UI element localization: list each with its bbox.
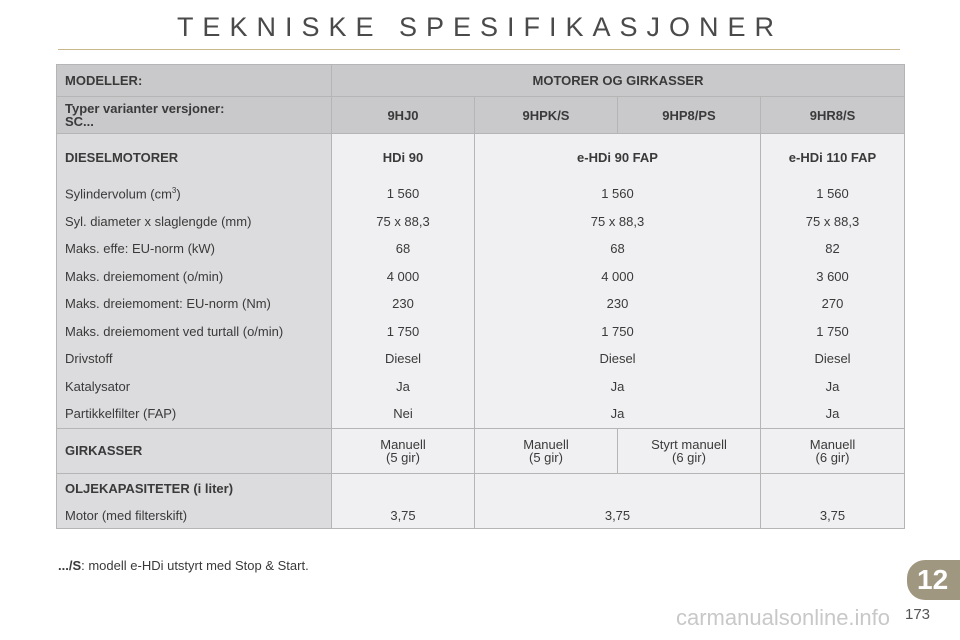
engine-cell: e-HDi 90 FAP <box>475 134 761 181</box>
row-value: Ja <box>761 400 905 428</box>
row-label: Maks. dreiemoment: EU-norm (Nm) <box>57 290 332 318</box>
gearbox-label: GIRKASSER <box>57 428 332 473</box>
gearbox-gears: (5 gir) <box>529 449 563 465</box>
table-row <box>57 345 905 373</box>
table-row <box>57 180 905 208</box>
row-value: Ja <box>332 373 475 401</box>
table-row <box>57 235 905 263</box>
row-value: Diesel <box>761 345 905 373</box>
row-value: Diesel <box>475 345 761 373</box>
row-value: 1 560 <box>761 180 905 208</box>
row-value: 68 <box>332 235 475 263</box>
diesel-engines-row <box>57 134 905 181</box>
types-label <box>57 97 332 134</box>
title-divider <box>58 49 900 50</box>
row-value: 68 <box>475 235 761 263</box>
oil-engine-label: Motor (med filterskift) <box>57 504 332 529</box>
chapter-badge: 12 <box>907 560 960 600</box>
gearbox-type: Manuell <box>809 436 856 452</box>
page-title: TEKNISKE SPESIFIKASJONER <box>176 12 784 42</box>
row-value: 1 560 <box>332 180 475 208</box>
row-value: Diesel <box>332 345 475 373</box>
row-value: 82 <box>761 235 905 263</box>
oil-value: 3,75 <box>475 504 761 529</box>
footnote-text: : modell e-HDi utstyrt med Stop & Start. <box>81 558 309 573</box>
row-value: 1 750 <box>761 318 905 346</box>
row-label: Syl. diameter x slaglengde (mm) <box>57 208 332 236</box>
footnote <box>58 558 309 573</box>
row-value: Nei <box>332 400 475 428</box>
row-value: 270 <box>761 290 905 318</box>
row-value: 1 750 <box>475 318 761 346</box>
empty-cell <box>475 473 761 504</box>
row-label: Maks. effe: EU-norm (kW) <box>57 235 332 263</box>
empty-cell <box>332 473 475 504</box>
row-value: 75 x 88,3 <box>332 208 475 236</box>
diesel-label: DIESELMOTORER <box>57 134 332 181</box>
row-value: 1 750 <box>332 318 475 346</box>
oil-value: 3,75 <box>761 504 905 529</box>
table-row <box>57 263 905 291</box>
gearbox-type: Manuell <box>523 436 569 452</box>
row-value: 230 <box>332 290 475 318</box>
watermark: carmanualsonline.info <box>676 605 891 630</box>
types-label-line2: SC... <box>65 114 94 129</box>
row-label: Partikkelfilter (FAP) <box>57 400 332 428</box>
engines-gearbox-header: MOTORER OG GIRKASSER <box>332 65 905 97</box>
gearbox-gears: (5 gir) <box>386 449 420 465</box>
variant-cell: 9HP8/PS <box>618 97 761 134</box>
oil-value: 3,75 <box>332 504 475 529</box>
empty-cell <box>761 473 905 504</box>
gearbox-cell <box>332 428 475 473</box>
engine-cell: HDi 90 <box>332 134 475 181</box>
row-label: Drivstoff <box>57 345 332 373</box>
row-value: 1 560 <box>475 180 761 208</box>
variant-cell: 9HR8/S <box>761 97 905 134</box>
gearbox-type: Manuell <box>380 436 426 452</box>
row-value: 75 x 88,3 <box>475 208 761 236</box>
table-row <box>57 318 905 346</box>
row-value: Ja <box>761 373 905 401</box>
variant-cell: 9HPK/S <box>475 97 618 134</box>
row-value: 3 600 <box>761 263 905 291</box>
row-label: Sylindervolum $(cm^3)$ <box>57 180 332 208</box>
gearbox-cell <box>618 428 761 473</box>
variant-cell: 9HJ0 <box>332 97 475 134</box>
types-label-line1: Typer varianter versjoner: <box>65 101 225 116</box>
row-value: Ja <box>475 400 761 428</box>
spec-table <box>56 64 905 529</box>
table-row <box>57 208 905 236</box>
table-row <box>57 373 905 401</box>
gearbox-cell <box>475 428 618 473</box>
gearbox-gears: (6 gir) <box>815 449 850 465</box>
gearbox-gears: (6 gir) <box>672 449 706 465</box>
row-value: 4 000 <box>332 263 475 291</box>
types-row <box>57 97 905 134</box>
table-row <box>57 290 905 318</box>
table-row <box>57 400 905 428</box>
row-value: 75 x 88,3 <box>761 208 905 236</box>
row-value: 230 <box>475 290 761 318</box>
oil-values-row <box>57 504 905 529</box>
footnote-key: .../S <box>58 558 82 573</box>
models-label: MODELLER: <box>57 65 332 97</box>
row-value: 4 000 <box>475 263 761 291</box>
row-label: Maks. dreiemoment (o/min) <box>57 263 332 291</box>
gearbox-cell <box>761 428 905 473</box>
engine-cell: e-HDi 110 FAP <box>761 134 905 181</box>
oil-label: OLJEKAPASITETER (i liter) <box>57 473 332 504</box>
row-label: Maks. dreiemoment ved turtall (o/min) <box>57 318 332 346</box>
gearbox-row <box>57 428 905 473</box>
row-value: Ja <box>475 373 761 401</box>
oil-header-row <box>57 473 905 504</box>
row-label: Katalysator <box>57 373 332 401</box>
gearbox-type: Styrt manuell <box>651 436 727 452</box>
models-row <box>57 65 905 97</box>
page-number: 173 <box>905 606 931 623</box>
